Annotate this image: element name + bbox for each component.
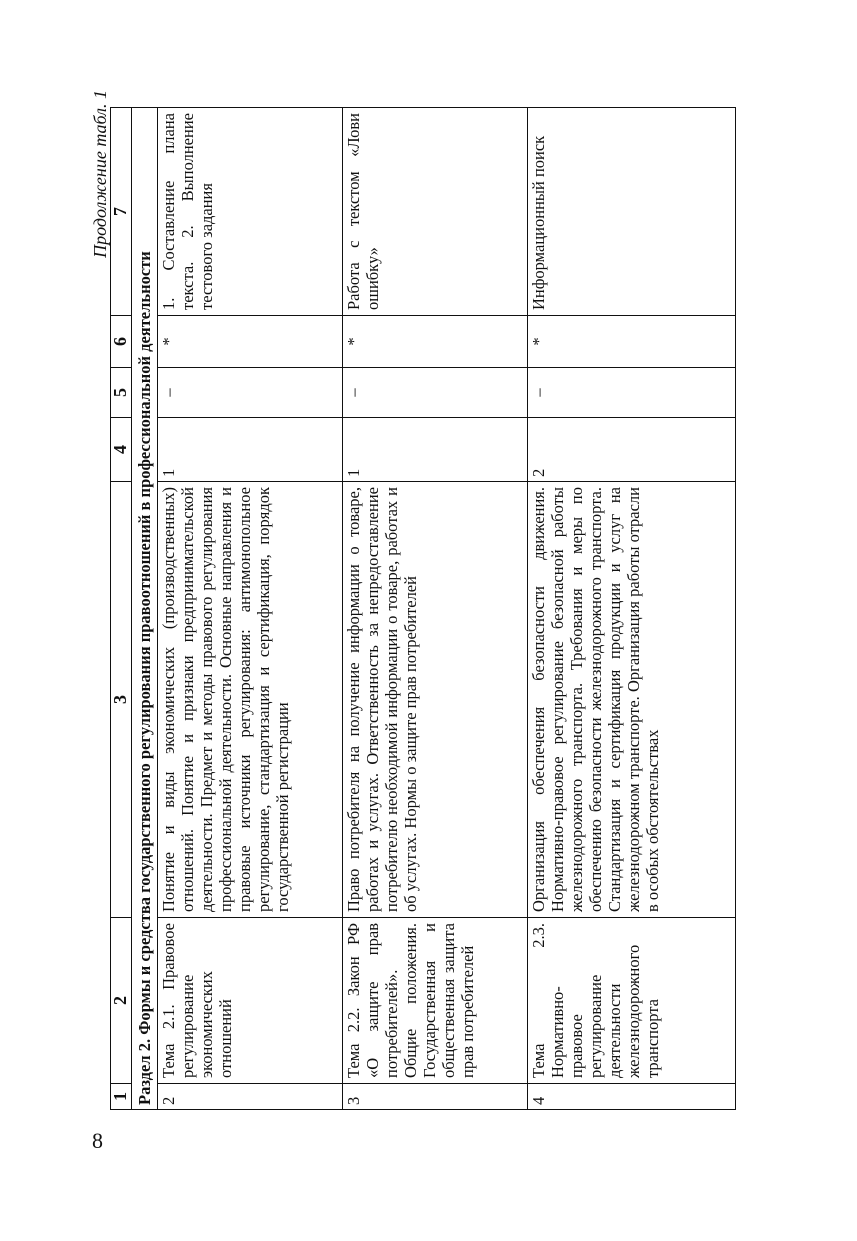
col5-cell: –: [343, 368, 528, 418]
header-cell: 4: [111, 418, 132, 482]
section-row: [132, 108, 158, 1110]
work-cell: Работа с текстом «Лови ошибку»: [343, 108, 528, 316]
row-number: 2: [158, 1084, 343, 1110]
header-cell: 1: [111, 1084, 132, 1110]
curriculum-table: [110, 107, 736, 1110]
col5-cell: –: [528, 368, 736, 418]
col6-cell: *: [528, 316, 736, 368]
table-row: [158, 108, 343, 1110]
row-number: 4: [528, 1084, 736, 1110]
header-row: [111, 108, 132, 1110]
content-cell: Понятие и виды экономических (производственных) отношений. Понятие и признаки предпринимательской деятельности. Предмет и методы правового регулирования профессиональной деятельности. Основные направления и правовые источники регулирования: антимонопольное регулирование, стандартизация и сертификация, порядок государственной регистрации: [158, 482, 343, 918]
table-caption: Продолжение табл. 1: [90, 90, 110, 258]
col5-cell: –: [158, 368, 343, 418]
rotated-table-area: [90, 90, 770, 1110]
header-cell: 5: [111, 368, 132, 418]
hours-cell: 1: [158, 418, 343, 482]
work-cell: Информационный поиск: [528, 108, 736, 316]
topic-cell: Тема 2.1. Правовое регулирование экономических отношений: [158, 918, 343, 1084]
row-number: 3: [343, 1084, 528, 1110]
topic-cell: Тема 2.3. Нормативно-правовое регулирование деятельности железнодорожного транспорта: [528, 918, 736, 1084]
header-cell: 3: [111, 482, 132, 918]
hours-cell: 1: [343, 418, 528, 482]
hours-cell: 2: [528, 418, 736, 482]
page-number: 8: [92, 1128, 103, 1153]
col6-cell: *: [343, 316, 528, 368]
table-row: [343, 108, 528, 1110]
section-title: Раздел 2. Формы и средства государственного регулирования правоотношений в профессиональной деятельности: [132, 108, 158, 1110]
content-cell: Право потребителя на получение информации о товаре, работах и услугах. Ответственность за непредоставление потребителю необходимой информации о товаре, работах и об услугах. Нормы о защите прав потребителей: [343, 482, 528, 918]
col6-cell: *: [158, 316, 343, 368]
topic-cell: Тема 2.2. Закон РФ «О защите прав потребителей». Общие положения. Государственная и общественная защита прав потребителей: [343, 918, 528, 1084]
header-cell: 6: [111, 316, 132, 368]
content-cell: Организация обеспечения безопасности движения. Нормативно-правовое регулирование безопасной работы железнодорожного транспорта. Требования и меры по обеспечению безопасности железнодорожного транспорта. Стандартизация и сертификация продукции и услуг на железнодорожном транспорте. Организация работы отрасли в особых обстоятельствах: [528, 482, 736, 918]
header-cell: 2: [111, 918, 132, 1084]
work-cell: 1. Составление плана текста. 2. Выполнение тестового задания: [158, 108, 343, 316]
table-row: [528, 108, 736, 1110]
header-cell: 7: [111, 108, 132, 316]
